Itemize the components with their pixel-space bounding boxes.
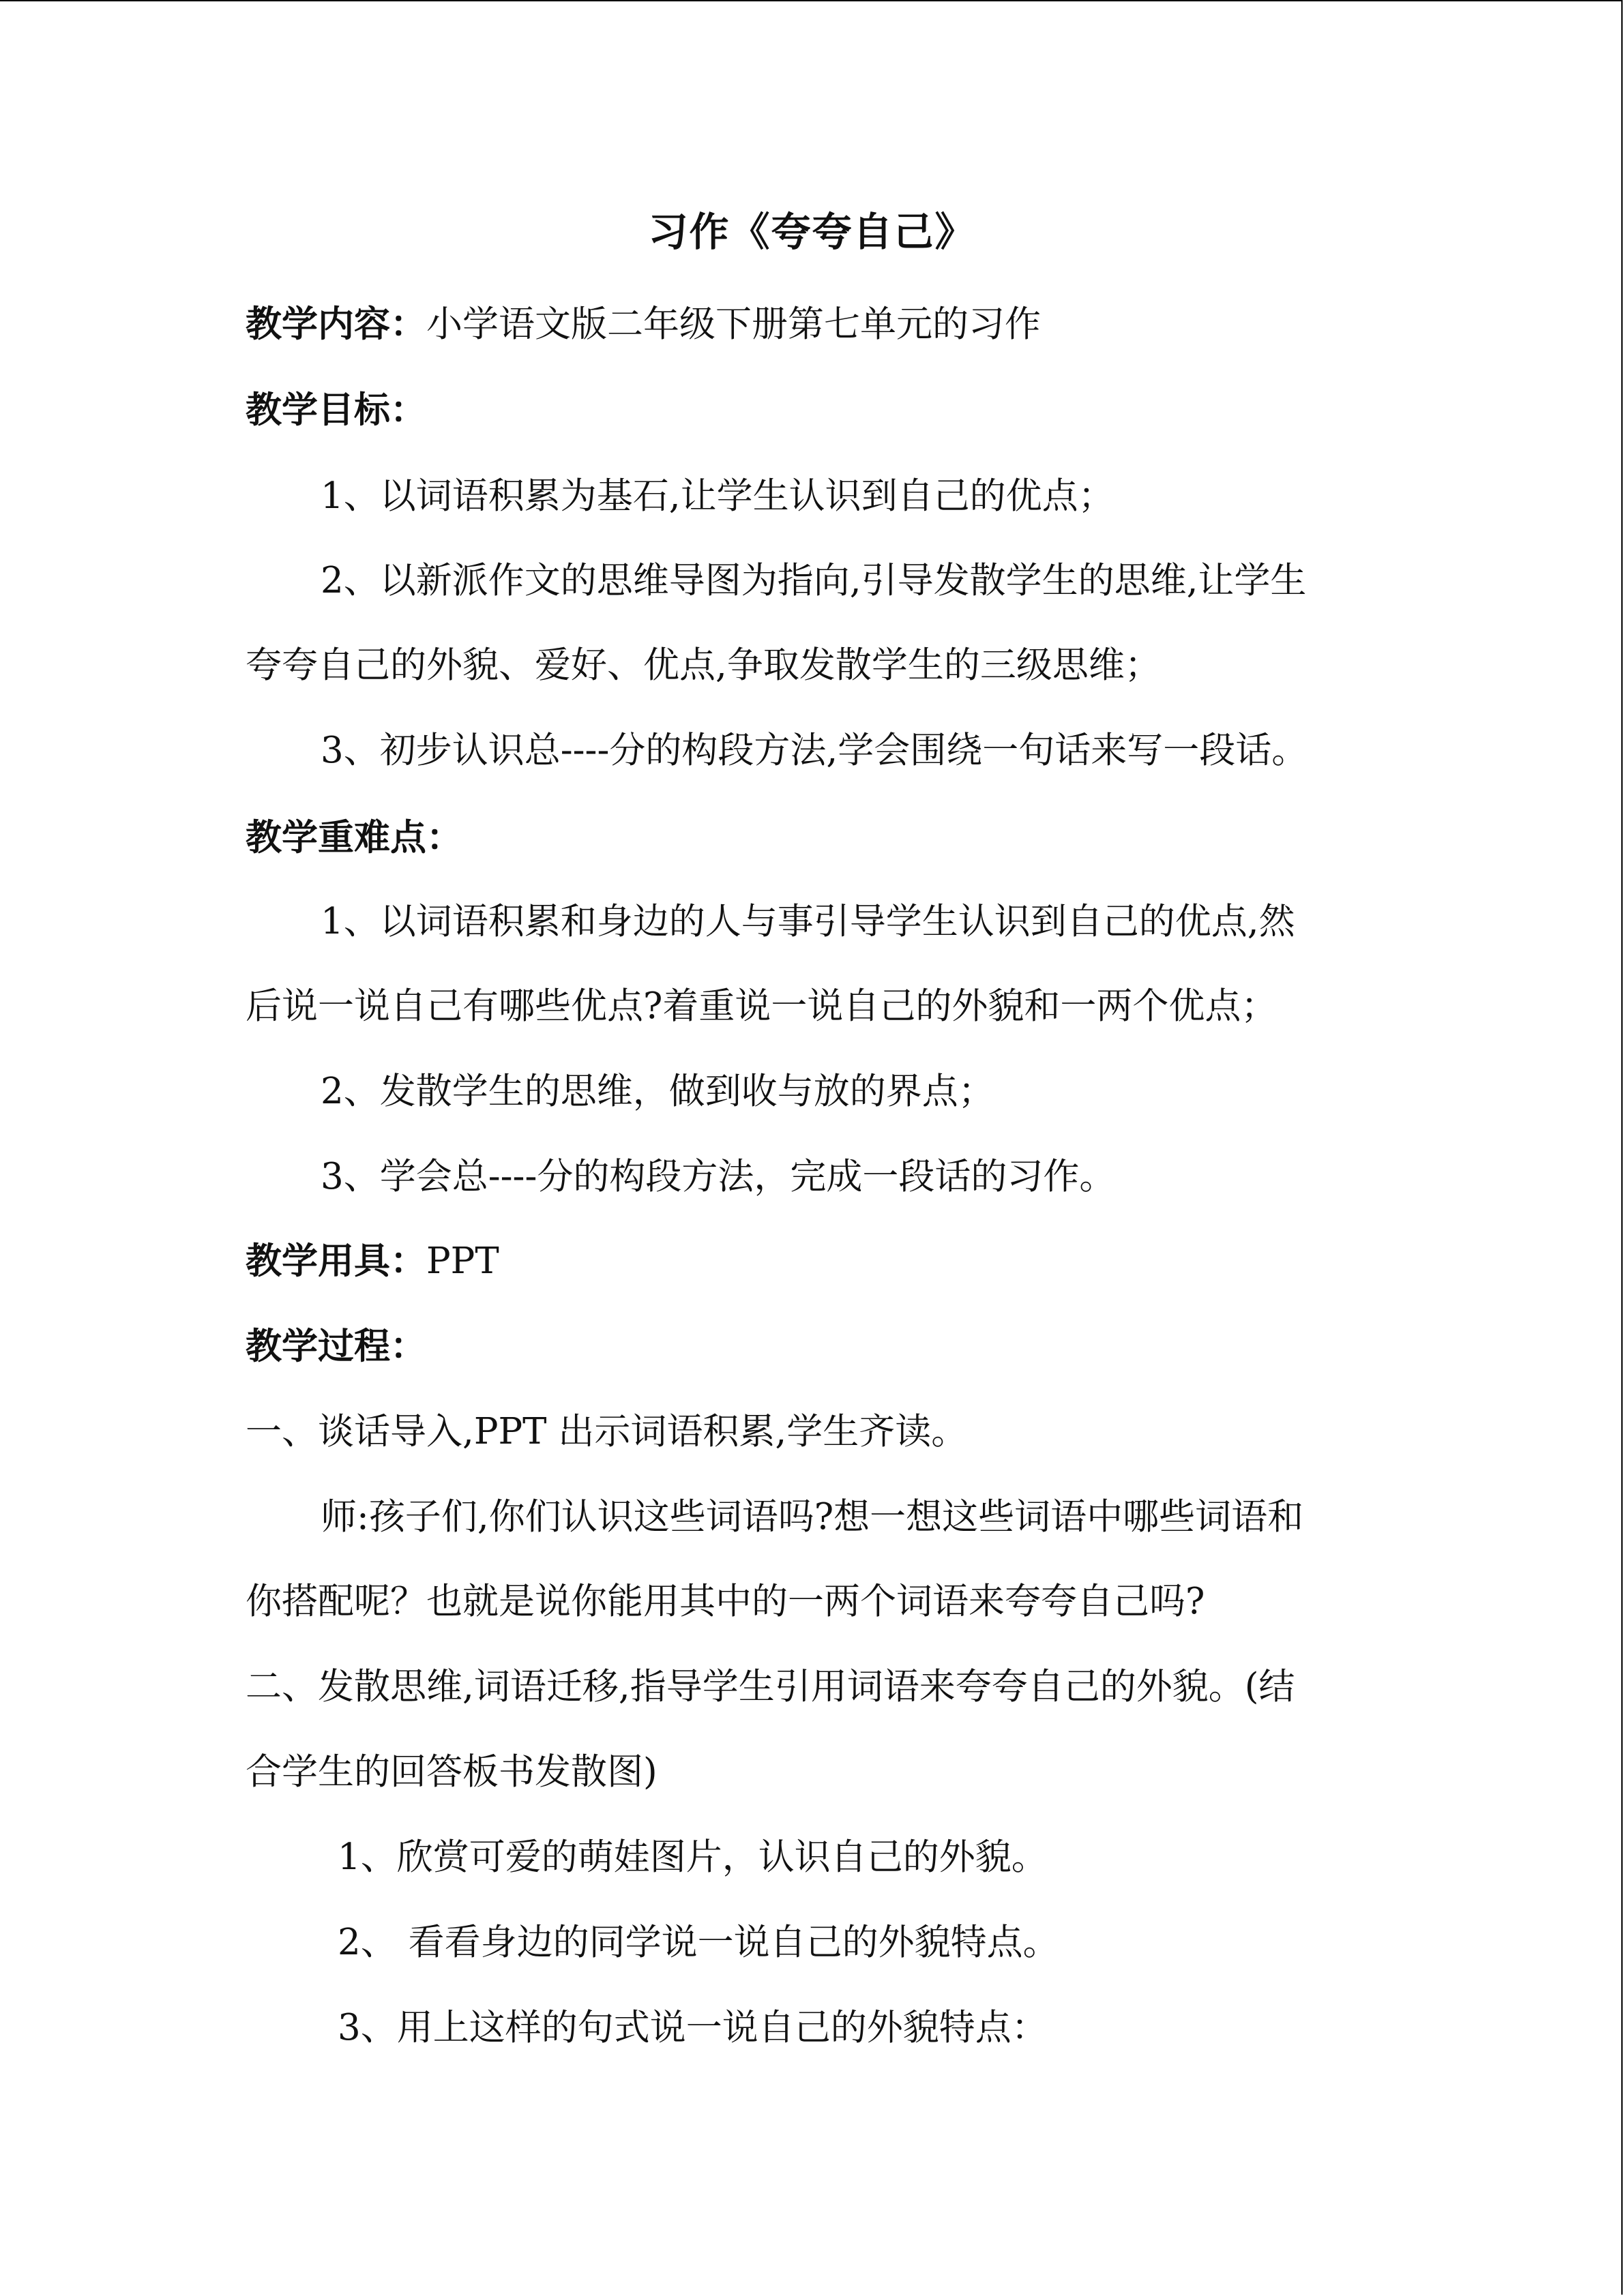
key-point-item-1-line-2: 后说一说自己有哪些优点?着重说一说自己的外貌和一两个优点； xyxy=(246,985,1278,1027)
key-point-item-2: 2、发散学生的思维，做到收与放的界点； xyxy=(321,1071,994,1112)
tools-row xyxy=(246,1235,499,1287)
objective-item-3: 3、初步认识总----分的构段方法,学会围绕一句话来写一段话。 xyxy=(321,730,1308,771)
process-step-2-line-1: 二、发散思维,词语迁移,指导学生引用词语来夸夸自己的外貌。(结 xyxy=(246,1666,1295,1708)
process-step-2-line-2: 合学生的回答板书发散图) xyxy=(246,1751,658,1793)
content-row xyxy=(246,298,1041,351)
objective-item-2-line-2: 夸夸自己的外貌、爱好、优点,争取发散学生的三级思维； xyxy=(246,644,1161,686)
objective-item-2-line-1: 2、以新派作文的思维导图为指向,引导发散学生的思维,让学生 xyxy=(321,560,1307,601)
teacher-question-line-2: 你搭配呢？也就是说你能用其中的一两个词语来夸夸自己吗? xyxy=(246,1581,1205,1622)
key-points-heading: 教学重难点： xyxy=(246,816,462,859)
process-sub-item-2: 2、 看看身边的同学说一说自己的外貌特点。 xyxy=(338,1922,1059,1963)
process-step-1: 一、谈话导入,PPT 出示词语积累,学生齐读。 xyxy=(246,1411,968,1452)
process-sub-item-3: 3、用上这样的句式说一说自己的外貌特点： xyxy=(338,2007,1048,2048)
objective-item-1: 1、以词语积累为基石,让学生认识到自己的优点； xyxy=(321,475,1114,517)
content-text: 小学语文版二年级下册第七单元的习作 xyxy=(426,303,1041,345)
teacher-question-line-1: 师:孩子们,你们认识这些词语吗?想一想这些词语中哪些词语和 xyxy=(321,1496,1304,1538)
tools-label: 教学用具： xyxy=(246,1240,426,1282)
process-heading: 教学过程： xyxy=(246,1325,426,1367)
process-sub-item-1: 1、欣赏可爱的萌娃图片，认识自己的外貌。 xyxy=(338,1836,1048,1878)
document-title: 习作《夸夸自己》 xyxy=(648,209,976,255)
objectives-heading: 教学目标： xyxy=(246,389,426,431)
key-point-item-1-line-1: 1、以词语积累和身边的人与事引导学生认识到自己的优点,然 xyxy=(321,901,1295,942)
content-label: 教学内容： xyxy=(246,303,426,345)
key-point-item-3: 3、学会总----分的构段方法，完成一段话的习作。 xyxy=(321,1156,1116,1197)
tools-text: PPT xyxy=(426,1240,499,1282)
